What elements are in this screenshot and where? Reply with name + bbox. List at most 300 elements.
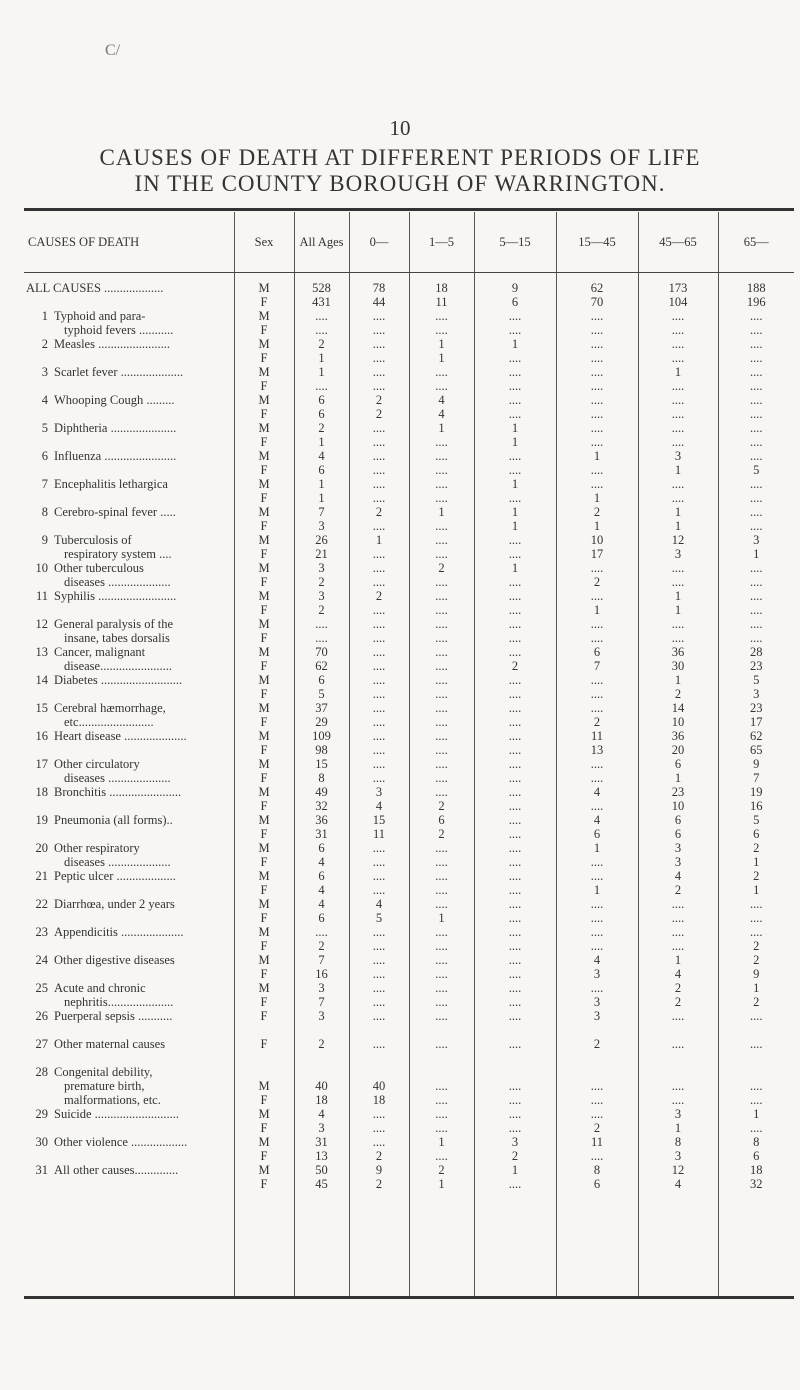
age-45-65-cell: 3 — [638, 855, 718, 869]
age-0-cell: .... — [349, 449, 409, 463]
column-header-age-65-plus: 65— — [718, 212, 794, 273]
age-45-65-cell: .... — [638, 379, 718, 393]
age-45-65-cell: .... — [638, 337, 718, 351]
spacer-cell — [638, 1051, 718, 1065]
all-ages-cell: 45 — [294, 1177, 349, 1191]
cause-label: Congenital debility, — [54, 1065, 153, 1079]
cause-cell — [24, 1163, 234, 1177]
table-row — [24, 967, 794, 981]
table-top-rule — [24, 208, 794, 211]
age-5-15-cell: .... — [474, 757, 556, 771]
age-1-5-cell: .... — [409, 1009, 474, 1023]
sex-cell: F — [234, 1037, 294, 1051]
cause-label: Other respiratory — [54, 841, 140, 855]
age-1-5-cell: .... — [409, 659, 474, 673]
table-row — [24, 631, 794, 645]
table-row — [24, 729, 794, 743]
cause-cell — [24, 967, 234, 981]
cause-label: respiratory system .... — [64, 547, 172, 561]
age-0-cell: .... — [349, 771, 409, 785]
table-row — [24, 771, 794, 785]
column-header-all-ages: All Ages — [294, 212, 349, 273]
column-header-age-45-65: 45—65 — [638, 212, 718, 273]
age-65-plus-cell: .... — [718, 603, 794, 617]
age-1-5-cell: .... — [409, 1121, 474, 1135]
age-15-45-cell: .... — [556, 435, 638, 449]
age-1-5-cell: 2 — [409, 827, 474, 841]
table-row — [24, 869, 794, 883]
age-5-15-cell: .... — [474, 785, 556, 799]
age-45-65-cell: .... — [638, 939, 718, 953]
age-1-5-cell: 1 — [409, 337, 474, 351]
cause-label: Encephalitis lethargica — [54, 477, 168, 491]
cause-cell — [24, 491, 234, 505]
age-15-45-cell: .... — [556, 869, 638, 883]
spacer-cell — [294, 1023, 349, 1037]
cause-cell — [24, 743, 234, 757]
age-65-plus-cell: 2 — [718, 869, 794, 883]
sex-cell: F — [234, 743, 294, 757]
cause-label: Other circulatory — [54, 757, 140, 771]
age-5-15-cell: .... — [474, 449, 556, 463]
age-15-45-cell: .... — [556, 911, 638, 925]
cause-label: Peptic ulcer ................... — [54, 869, 176, 883]
age-1-5-cell: .... — [409, 589, 474, 603]
age-15-45-cell: .... — [556, 687, 638, 701]
sex-cell: F — [234, 491, 294, 505]
age-45-65-cell: .... — [638, 1079, 718, 1093]
age-65-plus-cell: 2 — [718, 841, 794, 855]
age-45-65-cell: 6 — [638, 813, 718, 827]
age-65-plus-cell: 2 — [718, 939, 794, 953]
sex-cell: M — [234, 869, 294, 883]
cause-cell — [24, 393, 234, 407]
table-row — [24, 449, 794, 463]
sex-cell: M — [234, 1079, 294, 1093]
age-5-15-cell: .... — [474, 687, 556, 701]
cause-label: disease....................... — [64, 659, 172, 673]
age-5-15-cell: 2 — [474, 659, 556, 673]
age-65-plus-cell: 19 — [718, 785, 794, 799]
cause-number: 24 — [35, 953, 48, 967]
table-row — [24, 799, 794, 813]
sex-cell: M — [234, 729, 294, 743]
all-ages-cell: 29 — [294, 715, 349, 729]
age-1-5-cell: .... — [409, 757, 474, 771]
cause-cell — [24, 911, 234, 925]
age-45-65-cell: 20 — [638, 743, 718, 757]
age-15-45-cell: .... — [556, 323, 638, 337]
age-1-5-cell: 1 — [409, 1135, 474, 1149]
age-5-15-cell: 9 — [474, 273, 556, 296]
age-65-plus-cell: .... — [718, 1037, 794, 1051]
table-row — [24, 365, 794, 379]
age-45-65-cell: 1 — [638, 1121, 718, 1135]
age-5-15-cell: 1 — [474, 1163, 556, 1177]
age-45-65-cell: 10 — [638, 715, 718, 729]
age-1-5-cell: .... — [409, 841, 474, 855]
age-45-65-cell: 36 — [638, 645, 718, 659]
sex-cell: F — [234, 435, 294, 449]
cause-cell — [24, 729, 234, 743]
age-1-5-cell: .... — [409, 603, 474, 617]
all-ages-cell: 4 — [294, 855, 349, 869]
age-0-cell: .... — [349, 967, 409, 981]
cause-cell — [24, 659, 234, 673]
all-ages-cell: .... — [294, 309, 349, 323]
sex-cell: F — [234, 939, 294, 953]
age-15-45-cell: 2 — [556, 715, 638, 729]
all-ages-cell: 4 — [294, 449, 349, 463]
spacer-cell — [474, 1051, 556, 1065]
sex-cell: M — [234, 273, 294, 296]
cause-number: 6 — [41, 449, 48, 463]
cause-cell — [24, 1177, 234, 1191]
age-5-15-cell: 6 — [474, 295, 556, 309]
age-15-45-cell: 6 — [556, 1177, 638, 1191]
age-15-45-cell: 2 — [556, 1037, 638, 1051]
filler-cell — [718, 1191, 794, 1296]
age-1-5-cell: .... — [409, 323, 474, 337]
age-15-45-cell: .... — [556, 337, 638, 351]
age-15-45-cell: 11 — [556, 729, 638, 743]
cause-cell — [24, 1009, 234, 1023]
age-0-cell: .... — [349, 617, 409, 631]
age-65-plus-cell: .... — [718, 505, 794, 519]
age-1-5-cell: .... — [409, 477, 474, 491]
age-15-45-cell — [556, 1065, 638, 1079]
age-0-cell: .... — [349, 1107, 409, 1121]
age-1-5-cell: .... — [409, 925, 474, 939]
sex-cell: F — [234, 1177, 294, 1191]
age-45-65-cell: 6 — [638, 757, 718, 771]
age-45-65-cell: .... — [638, 491, 718, 505]
age-1-5-cell: 1 — [409, 911, 474, 925]
spacer-cell — [409, 1051, 474, 1065]
age-0-cell: 4 — [349, 799, 409, 813]
table-row — [24, 1093, 794, 1107]
age-5-15-cell: .... — [474, 869, 556, 883]
all-ages-cell: 15 — [294, 757, 349, 771]
age-45-65-cell: .... — [638, 1037, 718, 1051]
table-row — [24, 1037, 794, 1051]
table-bottom-rule — [24, 1296, 794, 1299]
age-1-5-cell: .... — [409, 309, 474, 323]
age-5-15-cell: .... — [474, 1121, 556, 1135]
age-0-cell: 4 — [349, 897, 409, 911]
cause-cell — [24, 715, 234, 729]
age-0-cell: .... — [349, 351, 409, 365]
column-header-age-0: 0— — [349, 212, 409, 273]
age-1-5-cell: .... — [409, 743, 474, 757]
all-ages-cell — [294, 1065, 349, 1079]
table-row — [24, 645, 794, 659]
cause-cell — [24, 897, 234, 911]
sex-cell: M — [234, 393, 294, 407]
cause-number: 16 — [35, 729, 48, 743]
age-1-5-cell: .... — [409, 953, 474, 967]
cause-cell — [24, 1107, 234, 1121]
cause-label: Influenza ....................... — [54, 449, 177, 463]
age-45-65-cell: .... — [638, 421, 718, 435]
cause-label: Diabetes .......................... — [54, 673, 183, 687]
age-5-15-cell — [474, 1065, 556, 1079]
all-ages-cell: 6 — [294, 463, 349, 477]
table-row — [24, 491, 794, 505]
age-5-15-cell: .... — [474, 365, 556, 379]
spacer-cell — [718, 1023, 794, 1037]
age-45-65-cell: .... — [638, 323, 718, 337]
age-5-15-cell: 3 — [474, 1135, 556, 1149]
all-ages-cell: 31 — [294, 827, 349, 841]
age-0-cell: .... — [349, 1135, 409, 1149]
all-ages-cell: 2 — [294, 603, 349, 617]
cause-cell — [24, 1135, 234, 1149]
table-row — [24, 1009, 794, 1023]
age-0-cell: 2 — [349, 1149, 409, 1163]
age-1-5-cell: .... — [409, 617, 474, 631]
cause-cell — [24, 463, 234, 477]
table-row — [24, 323, 794, 337]
cause-label: Appendicitis .................... — [54, 925, 184, 939]
age-45-65-cell: .... — [638, 575, 718, 589]
age-15-45-cell: 11 — [556, 1135, 638, 1149]
age-15-45-cell: .... — [556, 379, 638, 393]
age-5-15-cell: .... — [474, 967, 556, 981]
table-row — [24, 855, 794, 869]
cause-cell — [24, 589, 234, 603]
filler-cell — [638, 1191, 718, 1296]
sex-cell: M — [234, 953, 294, 967]
age-65-plus-cell: 65 — [718, 743, 794, 757]
all-ages-cell: 4 — [294, 883, 349, 897]
age-5-15-cell: .... — [474, 631, 556, 645]
age-1-5-cell: .... — [409, 463, 474, 477]
cause-cell — [24, 841, 234, 855]
cause-cell — [24, 379, 234, 393]
age-0-cell: .... — [349, 491, 409, 505]
age-15-45-cell: .... — [556, 757, 638, 771]
age-15-45-cell: .... — [556, 799, 638, 813]
sex-cell: M — [234, 1135, 294, 1149]
age-5-15-cell: .... — [474, 911, 556, 925]
age-65-plus-cell: .... — [718, 561, 794, 575]
age-1-5-cell: 2 — [409, 799, 474, 813]
sex-cell: M — [234, 1163, 294, 1177]
age-65-plus-cell: .... — [718, 435, 794, 449]
age-5-15-cell: 1 — [474, 337, 556, 351]
age-0-cell: 78 — [349, 273, 409, 296]
cause-label: General paralysis of the — [54, 617, 174, 631]
table-row — [24, 673, 794, 687]
table-row — [24, 953, 794, 967]
age-15-45-cell: .... — [556, 463, 638, 477]
all-ages-cell: 3 — [294, 519, 349, 533]
all-ages-cell: 50 — [294, 1163, 349, 1177]
age-45-65-cell: 14 — [638, 701, 718, 715]
all-ages-cell: .... — [294, 925, 349, 939]
age-5-15-cell: .... — [474, 1093, 556, 1107]
sex-cell: F — [234, 631, 294, 645]
age-65-plus-cell: 8 — [718, 1135, 794, 1149]
age-65-plus-cell: 17 — [718, 715, 794, 729]
age-0-cell: .... — [349, 337, 409, 351]
cause-label: Tuberculosis of — [54, 533, 132, 547]
age-15-45-cell: .... — [556, 365, 638, 379]
table-row — [24, 827, 794, 841]
age-5-15-cell: .... — [474, 715, 556, 729]
age-1-5-cell: 6 — [409, 813, 474, 827]
all-ages-cell: 6 — [294, 673, 349, 687]
age-65-plus-cell: .... — [718, 1079, 794, 1093]
all-ages-cell: 2 — [294, 337, 349, 351]
age-15-45-cell: .... — [556, 617, 638, 631]
cause-label: malformations, etc. — [64, 1093, 161, 1107]
age-45-65-cell: .... — [638, 1093, 718, 1107]
table-row — [24, 273, 794, 296]
age-0-cell: 9 — [349, 1163, 409, 1177]
cause-label: Whooping Cough ......... — [54, 393, 175, 407]
age-65-plus-cell: .... — [718, 323, 794, 337]
age-45-65-cell: .... — [638, 631, 718, 645]
age-65-plus-cell: .... — [718, 393, 794, 407]
spacer-cell — [638, 1023, 718, 1037]
age-5-15-cell: 1 — [474, 519, 556, 533]
age-5-15-cell: .... — [474, 701, 556, 715]
cause-cell — [24, 337, 234, 351]
all-ages-cell: 18 — [294, 1093, 349, 1107]
age-65-plus-cell: 3 — [718, 533, 794, 547]
age-65-plus-cell: .... — [718, 1009, 794, 1023]
sex-cell: M — [234, 925, 294, 939]
age-45-65-cell: 1 — [638, 953, 718, 967]
age-1-5-cell: .... — [409, 869, 474, 883]
age-65-plus-cell: .... — [718, 631, 794, 645]
cause-number: 4 — [41, 393, 48, 407]
age-5-15-cell: 1 — [474, 421, 556, 435]
age-65-plus-cell: 1 — [718, 855, 794, 869]
cause-number: 31 — [35, 1163, 48, 1177]
all-ages-cell: 32 — [294, 799, 349, 813]
sex-cell: M — [234, 673, 294, 687]
all-ages-cell: 6 — [294, 841, 349, 855]
table-row — [24, 505, 794, 519]
age-15-45-cell: .... — [556, 771, 638, 785]
sex-cell: F — [234, 1009, 294, 1023]
age-65-plus-cell: 28 — [718, 645, 794, 659]
age-15-45-cell: .... — [556, 561, 638, 575]
table-row — [24, 351, 794, 365]
age-45-65-cell: 173 — [638, 273, 718, 296]
age-5-15-cell: .... — [474, 1037, 556, 1051]
age-1-5-cell: .... — [409, 491, 474, 505]
cause-label: Cerebro-spinal fever ..... — [54, 505, 176, 519]
age-15-45-cell: 13 — [556, 743, 638, 757]
table-row — [24, 547, 794, 561]
age-65-plus-cell: 1 — [718, 883, 794, 897]
cause-number: 11 — [35, 589, 48, 603]
age-0-cell: .... — [349, 995, 409, 1009]
age-45-65-cell: 104 — [638, 295, 718, 309]
sex-cell: F — [234, 855, 294, 869]
cause-cell — [24, 407, 234, 421]
sex-cell: F — [234, 827, 294, 841]
age-0-cell: .... — [349, 421, 409, 435]
table-row — [24, 883, 794, 897]
age-0-cell: .... — [349, 1121, 409, 1135]
cause-cell — [24, 561, 234, 575]
sex-cell: M — [234, 897, 294, 911]
cause-number: 29 — [35, 1107, 48, 1121]
cause-cell — [24, 883, 234, 897]
cause-label: Pneumonia (all forms).. — [54, 813, 173, 827]
age-1-5-cell: 18 — [409, 273, 474, 296]
age-0-cell: .... — [349, 981, 409, 995]
cause-cell — [24, 1065, 234, 1079]
age-1-5-cell: .... — [409, 981, 474, 995]
cause-cell — [24, 939, 234, 953]
age-45-65-cell: 3 — [638, 1107, 718, 1121]
cause-cell — [24, 617, 234, 631]
age-65-plus-cell: .... — [718, 589, 794, 603]
age-45-65-cell: 1 — [638, 463, 718, 477]
all-ages-cell: 6 — [294, 869, 349, 883]
sex-cell: M — [234, 813, 294, 827]
age-1-5-cell: .... — [409, 519, 474, 533]
age-45-65-cell: .... — [638, 561, 718, 575]
all-ages-cell: 13 — [294, 1149, 349, 1163]
age-0-cell: .... — [349, 687, 409, 701]
cause-cell — [24, 687, 234, 701]
cause-label: Heart disease .................... — [54, 729, 187, 743]
age-0-cell: .... — [349, 477, 409, 491]
age-65-plus-cell: .... — [718, 337, 794, 351]
header-row — [24, 212, 794, 273]
all-ages-cell: 70 — [294, 645, 349, 659]
age-15-45-cell: 1 — [556, 449, 638, 463]
age-65-plus-cell: 16 — [718, 799, 794, 813]
age-45-65-cell: .... — [638, 393, 718, 407]
table-row — [24, 421, 794, 435]
table-row — [24, 463, 794, 477]
all-ages-cell: 8 — [294, 771, 349, 785]
age-65-plus-cell: .... — [718, 897, 794, 911]
age-5-15-cell: .... — [474, 995, 556, 1009]
table-row — [24, 715, 794, 729]
filler-cell — [349, 1191, 409, 1296]
age-15-45-cell: .... — [556, 1093, 638, 1107]
all-ages-cell: 62 — [294, 659, 349, 673]
age-1-5-cell: .... — [409, 631, 474, 645]
all-ages-cell: 1 — [294, 435, 349, 449]
all-ages-cell: 31 — [294, 1135, 349, 1149]
cause-label: Other violence .................. — [54, 1135, 188, 1149]
age-1-5-cell: .... — [409, 1107, 474, 1121]
table-row — [24, 1163, 794, 1177]
table-row — [24, 477, 794, 491]
age-5-15-cell: .... — [474, 939, 556, 953]
cause-cell — [24, 295, 234, 309]
age-5-15-cell: .... — [474, 827, 556, 841]
sex-cell — [234, 1065, 294, 1079]
age-0-cell: 2 — [349, 393, 409, 407]
cause-label: Syphilis ......................... — [54, 589, 177, 603]
cause-cell — [24, 365, 234, 379]
cause-cell — [24, 477, 234, 491]
age-0-cell: .... — [349, 659, 409, 673]
cause-cell — [24, 533, 234, 547]
table-row — [24, 379, 794, 393]
